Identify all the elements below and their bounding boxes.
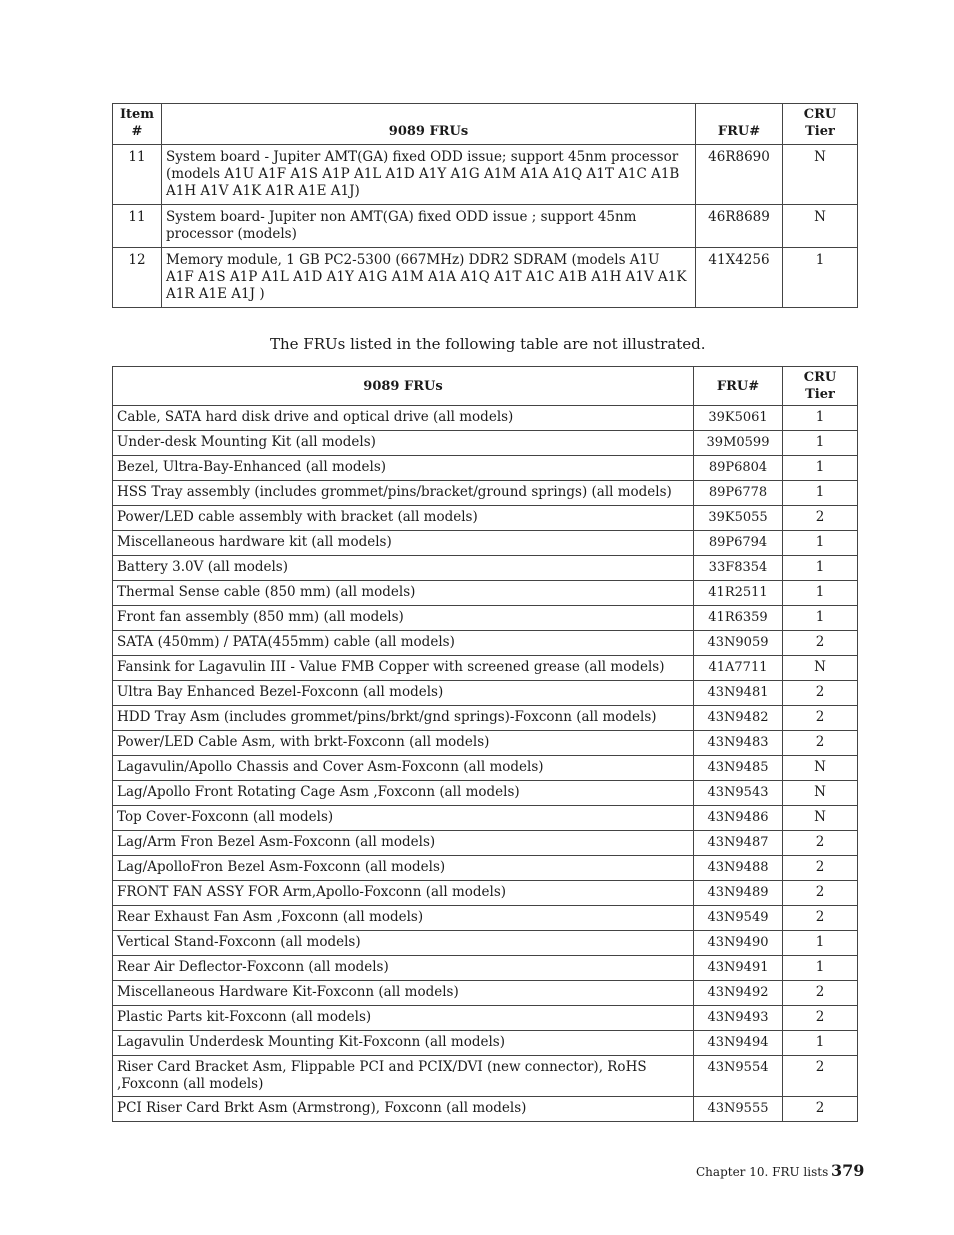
cell-fru-number: 39M0599 (694, 431, 783, 456)
cell-cru-tier: 1 (783, 1031, 858, 1056)
header-frus: 9089 FRUs (113, 367, 694, 406)
cell-fru-number: 43N9554 (694, 1056, 783, 1097)
cell-cru-tier: 1 (783, 556, 858, 581)
cell-fru-description: Miscellaneous Hardware Kit-Foxconn (all models) (113, 981, 694, 1006)
table-row (113, 731, 858, 756)
header-cru-tier: CRU Tier (783, 367, 858, 406)
table-row (113, 431, 858, 456)
illustrated-fru-table (112, 103, 858, 308)
cell-cru-tier: 2 (783, 981, 858, 1006)
table-row (113, 831, 858, 856)
cell-fru-number: 43N9493 (694, 1006, 783, 1031)
cell-fru-number: 43N9543 (694, 781, 783, 806)
table-row (113, 1056, 858, 1097)
cell-fru-number: 41X4256 (696, 248, 783, 308)
cell-fru-number: 89P6804 (694, 456, 783, 481)
table-row (113, 1031, 858, 1056)
cell-fru-number: 89P6778 (694, 481, 783, 506)
cell-fru-description: FRONT FAN ASSY FOR Arm,Apollo-Foxconn (all models) (113, 881, 694, 906)
cell-fru-number: 43N9485 (694, 756, 783, 781)
table-row (113, 581, 858, 606)
table-row (113, 806, 858, 831)
cell-fru-number: 43N9483 (694, 731, 783, 756)
cell-cru-tier: N (783, 806, 858, 831)
cell-item-number: 11 (113, 145, 162, 205)
cell-cru-tier: 2 (783, 1097, 858, 1122)
cell-fru-description: Lagavulin Underdesk Mounting Kit-Foxconn (all models) (113, 1031, 694, 1056)
cell-fru-description: Front fan assembly (850 mm) (all models) (113, 606, 694, 631)
cell-fru-number: 39K5055 (694, 506, 783, 531)
table-row (113, 205, 858, 248)
cell-cru-tier: 1 (783, 956, 858, 981)
cell-fru-description: Riser Card Bracket Asm, Flippable PCI and PCIX/DVI (new connector), RoHS ,Foxconn (all models) (113, 1056, 694, 1097)
table-row (113, 906, 858, 931)
cell-fru-number: 43N9494 (694, 1031, 783, 1056)
cell-fru-number: 43N9482 (694, 706, 783, 731)
cell-fru-number: 43N9481 (694, 681, 783, 706)
cell-fru-description: Rear Exhaust Fan Asm ,Foxconn (all models) (113, 906, 694, 931)
cell-fru-description: PCI Riser Card Brkt Asm (Armstrong), Foxconn (all models) (113, 1097, 694, 1122)
table-caption: The FRUs listed in the following table are not illustrated. (270, 335, 706, 353)
cell-cru-tier: N (783, 656, 858, 681)
header-fru-number: FRU# (694, 367, 783, 406)
cell-cru-tier: N (783, 205, 858, 248)
cell-cru-tier: 1 (783, 531, 858, 556)
cell-cru-tier: N (783, 145, 858, 205)
table-header-row (113, 367, 858, 406)
cell-fru-description: System board - Jupiter AMT(GA) fixed ODD issue; support 45nm processor (models A1U A1F A1S A1P A1L A1D A1Y A1G A1M A1A A1Q A1T A1C A1B A1H A1V A1K A1R A1E A1J) (162, 145, 696, 205)
table-row (113, 881, 858, 906)
table-row (113, 756, 858, 781)
cell-fru-number: 43N9492 (694, 981, 783, 1006)
cell-fru-description: HDD Tray Asm (includes grommet/pins/brkt/gnd springs)-Foxconn (all models) (113, 706, 694, 731)
cell-fru-number: 43N9489 (694, 881, 783, 906)
cell-fru-number: 43N9059 (694, 631, 783, 656)
header-cru-tier: CRU Tier (783, 104, 858, 145)
table-row (113, 981, 858, 1006)
cell-cru-tier: 2 (783, 906, 858, 931)
cell-fru-description: Under-desk Mounting Kit (all models) (113, 431, 694, 456)
table-row (113, 1097, 858, 1122)
cell-fru-description: Memory module, 1 GB PC2-5300 (667MHz) DDR2 SDRAM (models A1U A1F A1S A1P A1L A1D A1Y A1G A1M A1A A1Q A1T A1C A1B A1H A1V A1K A1R A1E A1J ) (162, 248, 696, 308)
table-row (113, 956, 858, 981)
cell-cru-tier: 1 (783, 606, 858, 631)
cell-fru-description: Lag/Arm Fron Bezel Asm-Foxconn (all models) (113, 831, 694, 856)
cell-fru-number: 43N9486 (694, 806, 783, 831)
table-row (113, 556, 858, 581)
table-header-row (113, 104, 858, 145)
cell-fru-number: 46R8690 (696, 145, 783, 205)
cell-cru-tier: 2 (783, 1056, 858, 1097)
cell-fru-number: 89P6794 (694, 531, 783, 556)
table-row (113, 631, 858, 656)
cell-fru-description: Vertical Stand-Foxconn (all models) (113, 931, 694, 956)
page-number: 379 (831, 1161, 865, 1180)
cell-cru-tier: 1 (783, 456, 858, 481)
cell-fru-number: 43N9488 (694, 856, 783, 881)
cell-fru-description: Miscellaneous hardware kit (all models) (113, 531, 694, 556)
table-row (113, 406, 858, 431)
cell-fru-number: 43N9487 (694, 831, 783, 856)
cell-fru-number: 43N9549 (694, 906, 783, 931)
cell-cru-tier: 1 (783, 581, 858, 606)
table-row (113, 781, 858, 806)
table-row (113, 681, 858, 706)
cell-fru-number: 41R6359 (694, 606, 783, 631)
cell-fru-description: Lag/Apollo Front Rotating Cage Asm ,Foxconn (all models) (113, 781, 694, 806)
cell-item-number: 11 (113, 205, 162, 248)
table-row (113, 456, 858, 481)
table-row (113, 248, 858, 308)
cell-fru-description: HSS Tray assembly (includes grommet/pins/bracket/ground springs) (all models) (113, 481, 694, 506)
table-row (113, 656, 858, 681)
cell-fru-description: Ultra Bay Enhanced Bezel-Foxconn (all models) (113, 681, 694, 706)
cell-cru-tier: 2 (783, 881, 858, 906)
cell-fru-number: 43N9555 (694, 1097, 783, 1122)
cell-cru-tier: 2 (783, 631, 858, 656)
cell-fru-number: 41A7711 (694, 656, 783, 681)
non-illustrated-fru-table (112, 366, 858, 1122)
cell-cru-tier: 1 (783, 431, 858, 456)
cell-cru-tier: 1 (783, 481, 858, 506)
table-row (113, 856, 858, 881)
cell-fru-number: 46R8689 (696, 205, 783, 248)
table-row (113, 931, 858, 956)
header-frus: 9089 FRUs (162, 104, 696, 145)
cell-cru-tier: 2 (783, 856, 858, 881)
cell-fru-description: Plastic Parts kit-Foxconn (all models) (113, 1006, 694, 1031)
cell-cru-tier: 2 (783, 706, 858, 731)
cell-cru-tier: 2 (783, 1006, 858, 1031)
table-row (113, 1006, 858, 1031)
cell-cru-tier: N (783, 756, 858, 781)
cell-cru-tier: 1 (783, 406, 858, 431)
cell-fru-description: System board- Jupiter non AMT(GA) fixed ODD issue ; support 45nm processor (models) (162, 205, 696, 248)
table-row (113, 145, 858, 205)
cell-fru-description: Fansink for Lagavulin III - Value FMB Copper with screened grease (all models) (113, 656, 694, 681)
table-row (113, 506, 858, 531)
cell-fru-description: SATA (450mm) / PATA(455mm) cable (all models) (113, 631, 694, 656)
cell-fru-description: Top Cover-Foxconn (all models) (113, 806, 694, 831)
table-row (113, 531, 858, 556)
cell-fru-description: Lagavulin/Apollo Chassis and Cover Asm-Foxconn (all models) (113, 756, 694, 781)
cell-fru-description: Lag/ApolloFron Bezel Asm-Foxconn (all models) (113, 856, 694, 881)
footer-chapter-title: Chapter 10. FRU lists (696, 1165, 829, 1179)
table-row (113, 481, 858, 506)
cell-fru-description: Power/LED Cable Asm, with brkt-Foxconn (all models) (113, 731, 694, 756)
cell-fru-number: 39K5061 (694, 406, 783, 431)
cell-cru-tier: 2 (783, 681, 858, 706)
cell-cru-tier: 1 (783, 248, 858, 308)
cell-fru-description: Cable, SATA hard disk drive and optical drive (all models) (113, 406, 694, 431)
table-row (113, 606, 858, 631)
cell-fru-description: Thermal Sense cable (850 mm) (all models) (113, 581, 694, 606)
cell-cru-tier: N (783, 781, 858, 806)
cell-cru-tier: 2 (783, 831, 858, 856)
cell-cru-tier: 1 (783, 931, 858, 956)
cell-fru-number: 33F8354 (694, 556, 783, 581)
cell-fru-description: Bezel, Ultra-Bay-Enhanced (all models) (113, 456, 694, 481)
cell-cru-tier: 2 (783, 506, 858, 531)
cell-item-number: 12 (113, 248, 162, 308)
cell-cru-tier: 2 (783, 731, 858, 756)
header-fru-number: FRU# (696, 104, 783, 145)
cell-fru-number: 43N9491 (694, 956, 783, 981)
cell-fru-description: Battery 3.0V (all models) (113, 556, 694, 581)
cell-fru-number: 41R2511 (694, 581, 783, 606)
table-row (113, 706, 858, 731)
cell-fru-description: Rear Air Deflector-Foxconn (all models) (113, 956, 694, 981)
header-item-number: Item # (113, 104, 162, 145)
cell-fru-description: Power/LED cable assembly with bracket (all models) (113, 506, 694, 531)
cell-fru-number: 43N9490 (694, 931, 783, 956)
